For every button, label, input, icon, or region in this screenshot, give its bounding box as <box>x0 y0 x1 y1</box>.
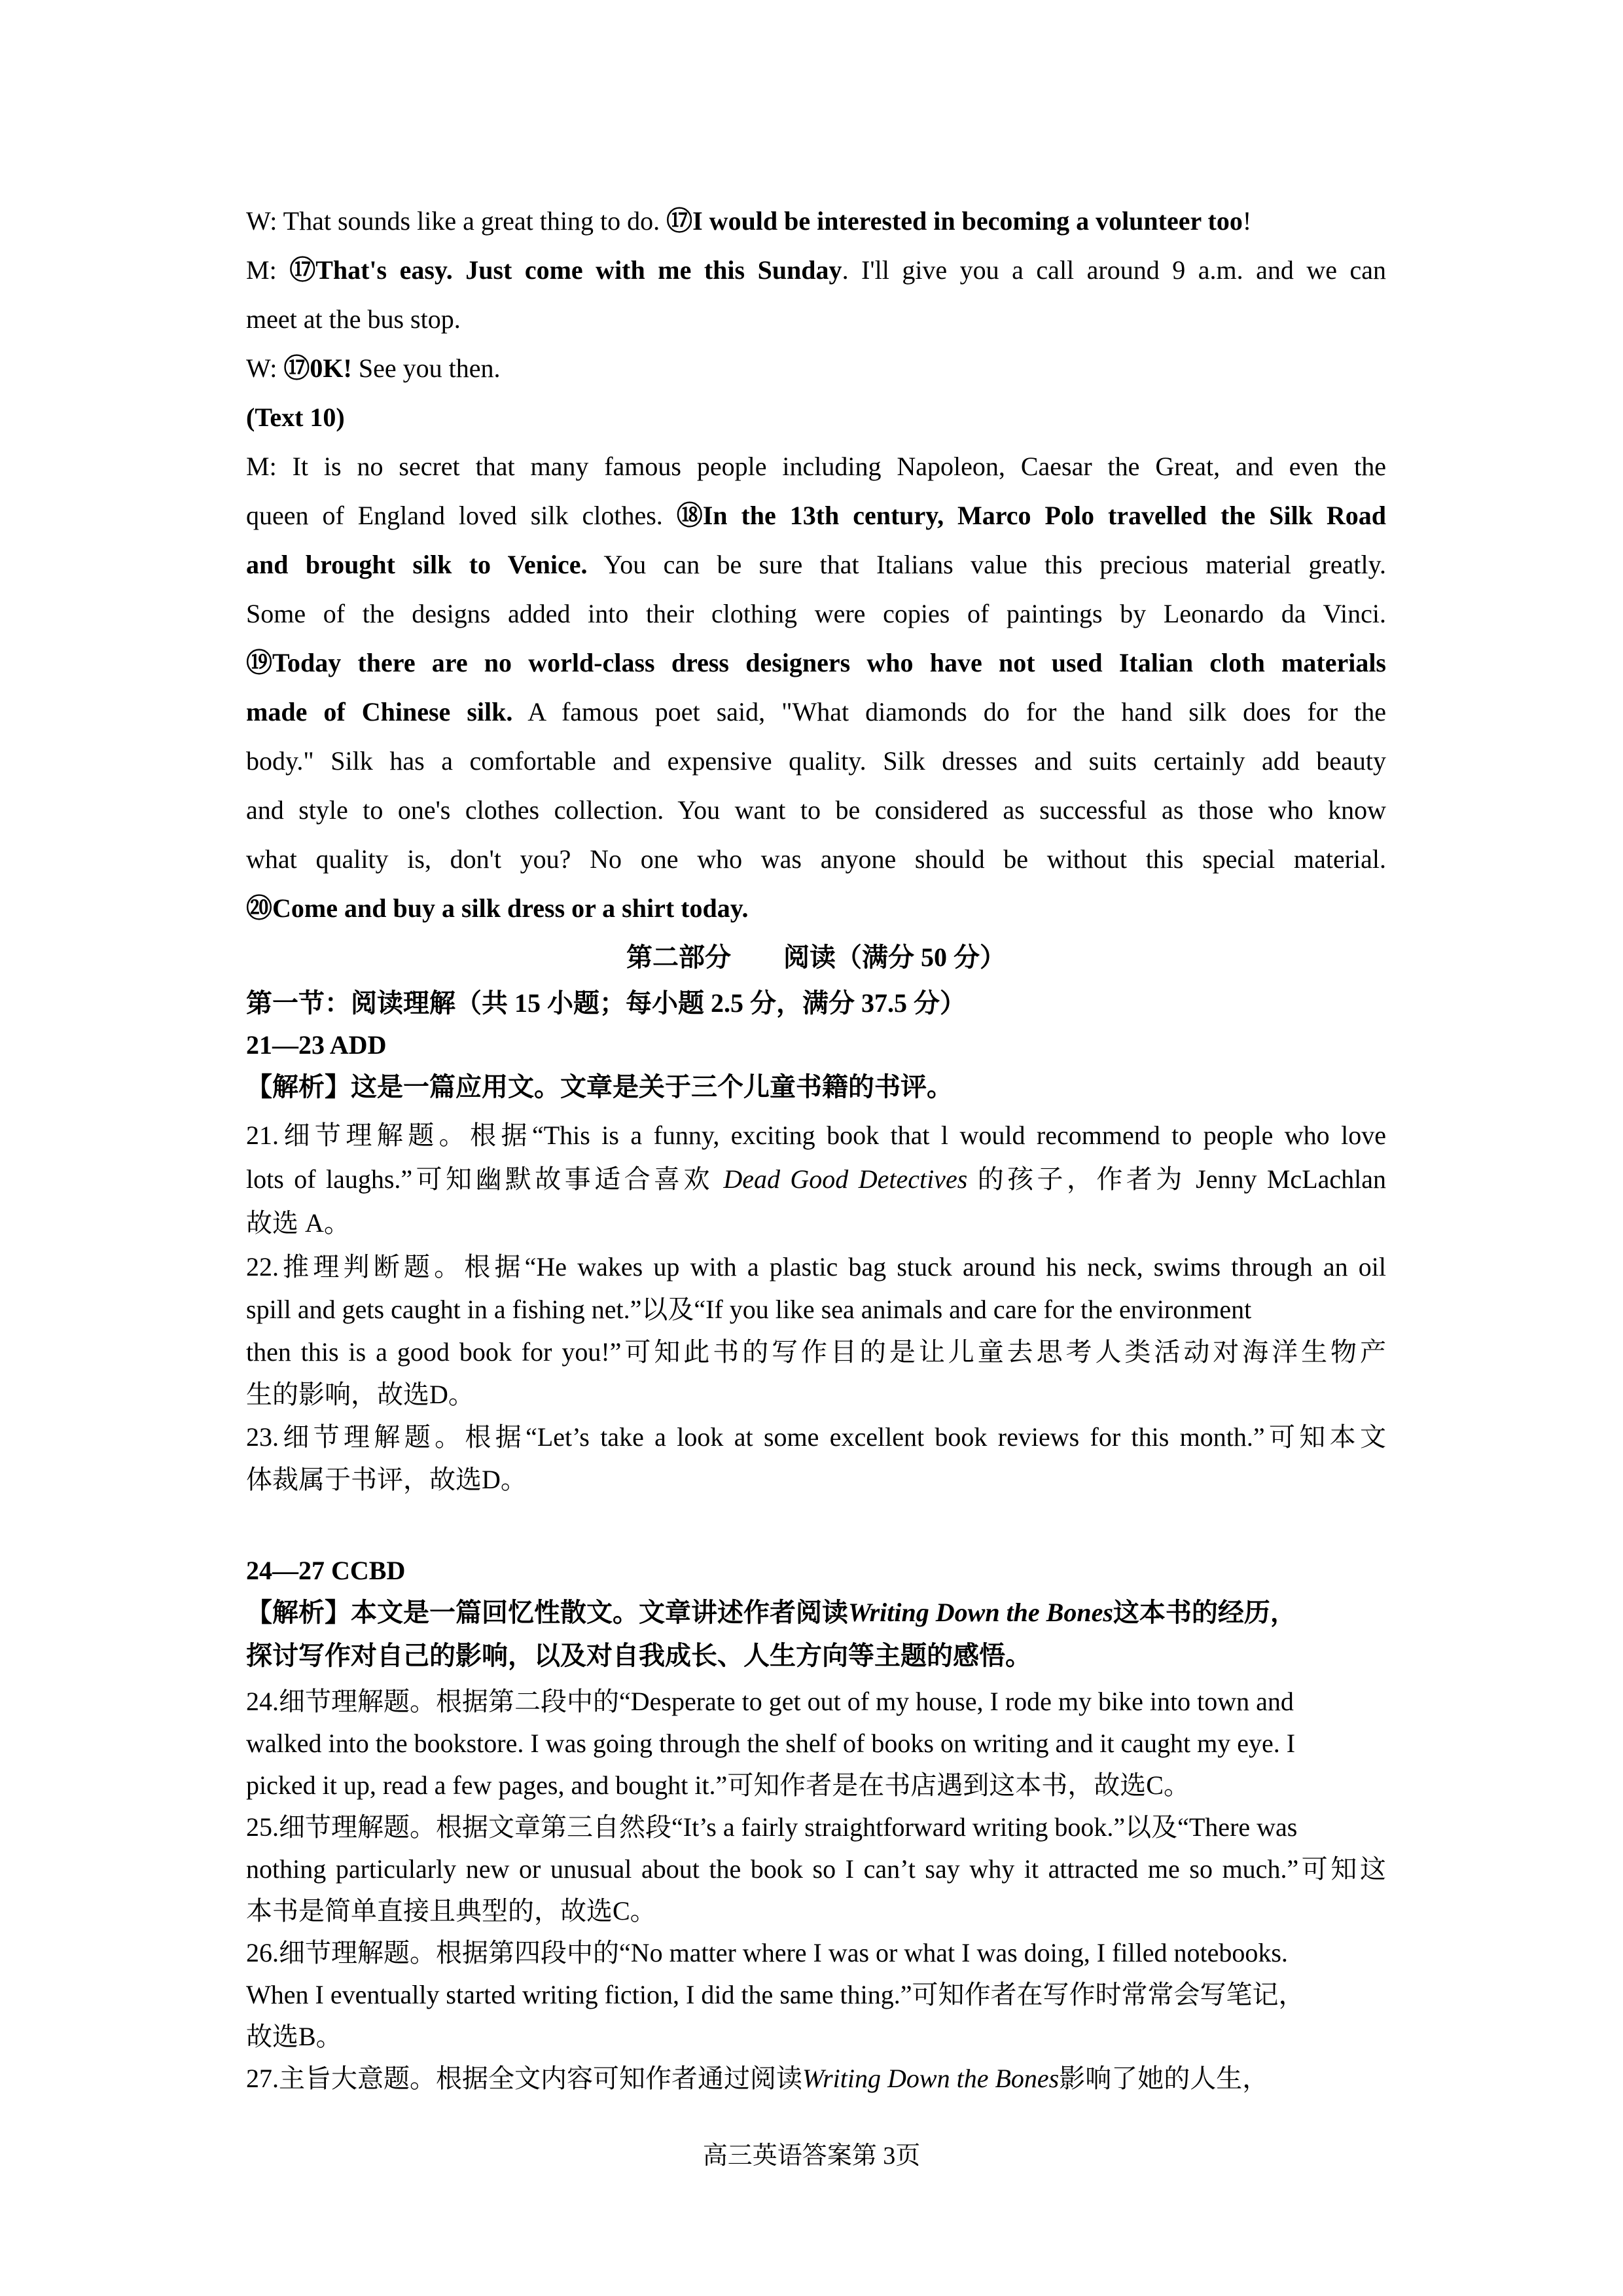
analysis-summary <box>246 1593 1386 1632</box>
dialogue-line <box>246 202 1386 241</box>
analysis-summary: 探讨写作对自己的影响，以及对自我成长、人生方向等主题的感悟。 <box>246 1641 1031 1670</box>
transcript-line <box>246 643 1386 683</box>
circled-number-17: ⑰ <box>283 353 310 383</box>
transcript-line: and style to one's clothes collection. You want to be considered as successful as those who know <box>246 795 1386 825</box>
explanation-line: spill and gets caught in a fishing net.”以及“If you like sea animals and care for the environment <box>246 1295 1252 1324</box>
circled-number-19: ⑲ <box>246 648 272 677</box>
body-text: queen of England loved silk clothes. <box>246 501 677 530</box>
page-footer: 高三英语答案第 3页 <box>702 2142 921 2170</box>
explanation-line <box>246 1160 1386 1199</box>
explanation-line: 本书是简单直接且典型的，故选C。 <box>246 1896 656 1926</box>
key-sentence: In the 13th century, Marco Polo travelled the Silk Road <box>702 501 1386 530</box>
body-text: 【解析】本文是一篇回忆性散文。文章讲述作者阅读 <box>246 1598 848 1627</box>
book-title: Dead Good Detectives <box>723 1164 968 1194</box>
body-text: 的孩子，作者为 Jenny McLachlan <box>967 1164 1386 1194</box>
explanation-line: 故选 A。 <box>246 1208 350 1238</box>
book-title: Writing Down the Bones <box>848 1598 1113 1627</box>
body-text: You can be sure that Italians value this precious material greatly. <box>587 550 1386 579</box>
key-sentence: and brought silk to Venice. <box>246 550 588 579</box>
circled-number-17: ⑰ <box>289 255 316 285</box>
explanation-line: 21.细节理解题。根据“This is a funny, exciting book that l would recommend to people who love <box>246 1121 1386 1150</box>
explanation-line: When I eventually started writing fiction, I did the same thing.”可知作者在写作时常常会写笔记， <box>246 1980 1305 2009</box>
body-text: . I'll give you a call around 9 a.m. and we can <box>842 255 1387 285</box>
key-sentence: Today there are no world-class dress designers who have not used Italian cloth materials <box>272 648 1386 677</box>
transcript-line: Some of the designs added into their clothing were copies of paintings by Leonardo da Vinci. <box>246 599 1386 628</box>
key-sentence: That's easy. Just come with me this Sunday <box>315 255 842 285</box>
explanation-line: picked it up, read a few pages, and bought it.”可知作者是在书店遇到这本书，故选C。 <box>246 1770 1190 1800</box>
transcript-line: what quality is, don't you? No one who was anyone should be without this special material. <box>246 844 1386 874</box>
explanation-line: 24.细节理解题。根据第二段中的“Desperate to get out of my house, I rode my bike into town and <box>246 1687 1294 1716</box>
dialogue-line <box>246 251 1386 290</box>
book-title: Writing Down the Bones <box>802 2064 1060 2093</box>
section-title: 第一节：阅读理解（共 15 小题；每小题 2.5 分，满分 37.5 分） <box>246 988 966 1018</box>
speaker-text: W: <box>246 353 284 383</box>
speaker-text: M: <box>246 255 290 285</box>
body-text: 这本书的经历， <box>1113 1598 1296 1627</box>
key-sentence: 0K! <box>310 353 352 383</box>
body-text: 27.主旨大意题。根据全文内容可知作者通过阅读 <box>246 2064 802 2093</box>
body-text: 影响了她的人生， <box>1059 2064 1269 2093</box>
body-text: See you then. <box>351 353 501 383</box>
explanation-line: then this is a good book for you!”可知此书的写作目的是让儿童去思考人类活动对海洋生物产 <box>246 1337 1386 1367</box>
explanation-line: 体裁属于书评，故选D。 <box>246 1465 527 1494</box>
answer-key: 24—27 CCBD <box>246 1556 406 1585</box>
transcript-line <box>246 692 1386 732</box>
transcript-line <box>246 889 1386 928</box>
body-text: A famous poet said, "What diamonds do for the hand silk does for the <box>512 697 1387 726</box>
dialogue-line: meet at the bus stop. <box>246 304 461 334</box>
key-sentence: made of Chinese silk. <box>246 697 513 726</box>
part-title: 第二部分 阅读（满分 50 分） <box>626 942 1006 972</box>
text-heading: (Text 10) <box>246 403 345 432</box>
explanation-line: 23.细节理解题。根据“Let’s take a look at some excellent book reviews for this month.”可知本文 <box>246 1422 1386 1452</box>
analysis-summary: 【解析】这是一篇应用文。文章是关于三个儿童书籍的书评。 <box>246 1072 953 1102</box>
circled-number-18: ⑱ <box>676 501 703 530</box>
transcript-line <box>246 545 1386 584</box>
explanation-line <box>246 2059 1386 2098</box>
punctuation: ! <box>1242 206 1252 236</box>
answer-key: 21—23 ADD <box>246 1030 387 1060</box>
body-text: lots of laughs.”可知幽默故事适合喜欢 <box>246 1164 724 1194</box>
explanation-line: walked into the bookstore. I was going through the shelf of books on writing and it caught my eye. I <box>246 1729 1296 1758</box>
key-sentence: I would be interested in becoming a volunteer too <box>692 206 1243 236</box>
speaker-text: W: That sounds like a great thing to do. <box>246 206 667 236</box>
explanation-line: nothing particularly new or unusual about the book so I can’t say why it attracted me so much.”可知这 <box>246 1854 1386 1884</box>
transcript-line: M: It is no secret that many famous people including Napoleon, Caesar the Great, and even the <box>246 452 1386 481</box>
circled-number-20: ⑳ <box>246 893 272 923</box>
explanation-line: 故选B。 <box>246 2022 342 2051</box>
dialogue-line <box>246 349 1386 388</box>
key-sentence: Come and buy a silk dress or a shirt today. <box>272 893 749 923</box>
explanation-line: 22.推理判断题。根据“He wakes up with a plastic bag stuck around his neck, swims through an oil <box>246 1252 1386 1282</box>
transcript-line <box>246 496 1386 535</box>
explanation-line: 25.细节理解题。根据文章第三自然段“It’s a fairly straightforward writing book.”以及“There was <box>246 1812 1298 1842</box>
explanation-line: 26.细节理解题。根据第四段中的“No matter where I was or what I was doing, I filled notebooks. <box>246 1938 1288 1967</box>
transcript-line: body." Silk has a comfortable and expensive quality. Silk dresses and suits certainly add beauty <box>246 746 1386 776</box>
circled-number-17: ⑰ <box>666 206 693 236</box>
explanation-line: 生的影响，故选D。 <box>246 1380 474 1409</box>
